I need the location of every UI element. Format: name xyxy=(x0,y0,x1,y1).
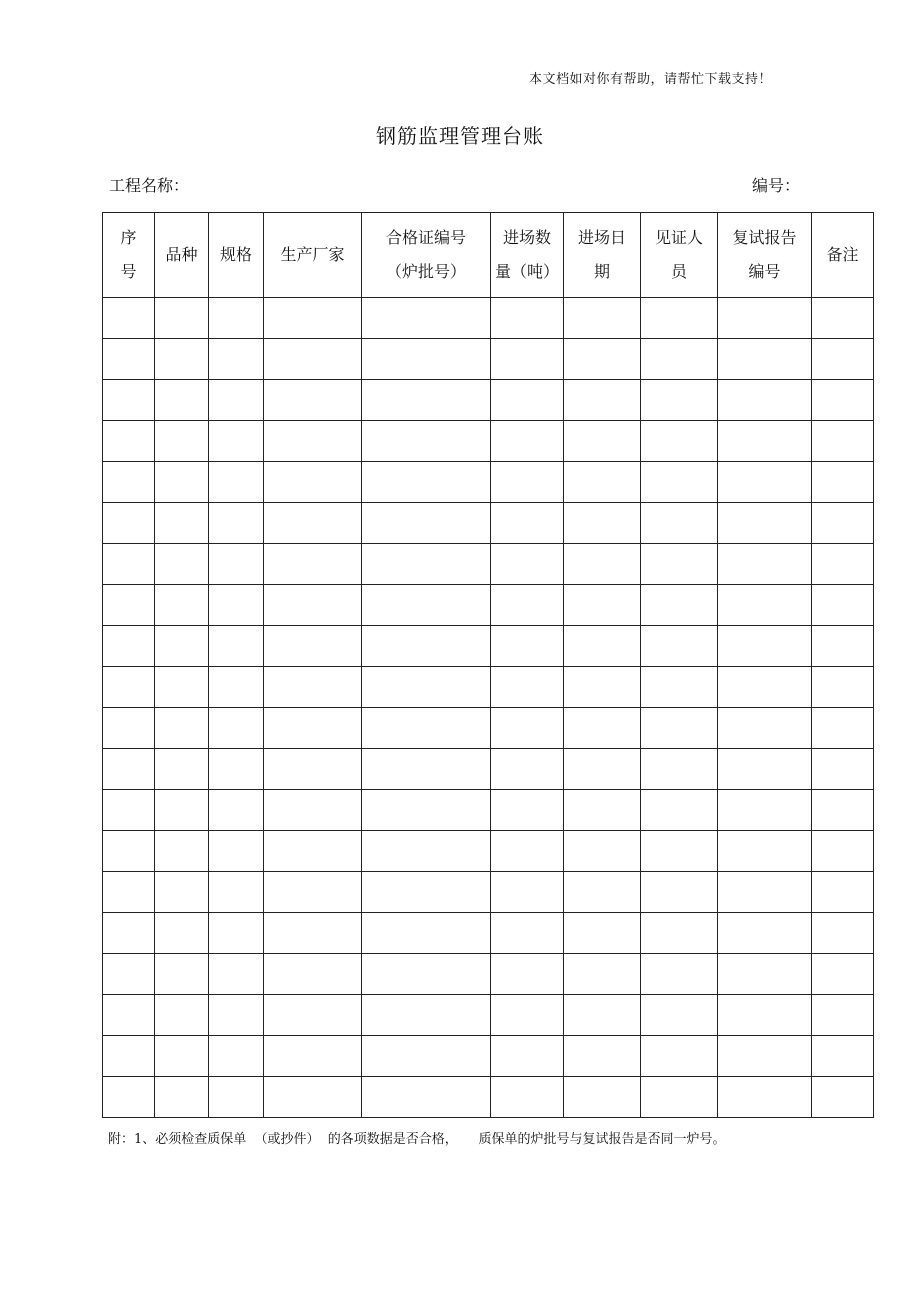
table-cell[interactable] xyxy=(812,913,874,954)
table-cell[interactable] xyxy=(209,995,264,1036)
table-cell[interactable] xyxy=(362,995,491,1036)
table-cell[interactable] xyxy=(491,626,564,667)
col-header-witness: 见证人 员 xyxy=(641,213,718,298)
table-cell[interactable] xyxy=(209,790,264,831)
table-row xyxy=(103,1077,874,1118)
table-cell[interactable] xyxy=(362,544,491,585)
table-cell[interactable] xyxy=(362,339,491,380)
table-cell[interactable] xyxy=(264,831,362,872)
table-cell[interactable] xyxy=(264,708,362,749)
table-cell[interactable] xyxy=(362,790,491,831)
table-cell[interactable] xyxy=(362,749,491,790)
table-cell[interactable] xyxy=(564,790,641,831)
table-cell[interactable] xyxy=(491,585,564,626)
table-cell[interactable] xyxy=(641,708,718,749)
table-cell[interactable] xyxy=(812,749,874,790)
table-cell[interactable] xyxy=(209,872,264,913)
table-cell[interactable] xyxy=(718,995,812,1036)
table-cell[interactable] xyxy=(718,667,812,708)
table-cell[interactable] xyxy=(564,462,641,503)
table-cell[interactable] xyxy=(103,298,155,339)
col-header-manufacturer: 生产厂家 xyxy=(264,213,362,298)
table-row xyxy=(103,667,874,708)
table-cell[interactable] xyxy=(564,380,641,421)
table-cell[interactable] xyxy=(564,954,641,995)
table-cell[interactable] xyxy=(491,995,564,1036)
table-cell[interactable] xyxy=(718,872,812,913)
table-cell[interactable] xyxy=(103,913,155,954)
table-cell[interactable] xyxy=(718,913,812,954)
table-row xyxy=(103,995,874,1036)
table-cell[interactable] xyxy=(155,462,209,503)
table-cell[interactable] xyxy=(718,708,812,749)
table-cell[interactable] xyxy=(564,544,641,585)
table-cell[interactable] xyxy=(491,954,564,995)
table-cell[interactable] xyxy=(812,667,874,708)
table-cell[interactable] xyxy=(718,544,812,585)
table-cell[interactable] xyxy=(491,749,564,790)
table-cell[interactable] xyxy=(641,831,718,872)
table-cell[interactable] xyxy=(641,954,718,995)
table-cell[interactable] xyxy=(362,1036,491,1077)
table-row xyxy=(103,1036,874,1077)
table-cell[interactable] xyxy=(564,339,641,380)
table-cell[interactable] xyxy=(264,954,362,995)
table-cell[interactable] xyxy=(362,380,491,421)
table-cell[interactable] xyxy=(209,380,264,421)
table-cell[interactable] xyxy=(264,995,362,1036)
table-cell[interactable] xyxy=(641,462,718,503)
table-cell[interactable] xyxy=(718,585,812,626)
table-row xyxy=(103,421,874,462)
table-cell[interactable] xyxy=(209,1036,264,1077)
table-cell[interactable] xyxy=(264,749,362,790)
table-cell[interactable] xyxy=(812,954,874,995)
table-cell[interactable] xyxy=(264,626,362,667)
ledger-body xyxy=(103,298,874,1118)
table-cell[interactable] xyxy=(155,1036,209,1077)
table-cell[interactable] xyxy=(564,298,641,339)
ledger-table xyxy=(102,212,874,1118)
table-cell[interactable] xyxy=(491,1077,564,1118)
table-cell[interactable] xyxy=(264,1036,362,1077)
table-row xyxy=(103,544,874,585)
table-cell[interactable] xyxy=(812,380,874,421)
table-cell[interactable] xyxy=(641,503,718,544)
table-cell[interactable] xyxy=(155,298,209,339)
table-cell[interactable] xyxy=(103,667,155,708)
table-cell[interactable] xyxy=(564,585,641,626)
table-cell[interactable] xyxy=(491,790,564,831)
table-cell[interactable] xyxy=(155,749,209,790)
col-header-quantity: 进场数 量（吨） xyxy=(491,213,564,298)
table-cell[interactable] xyxy=(641,544,718,585)
table-cell[interactable] xyxy=(264,872,362,913)
col-header-serial: 序 号 xyxy=(103,213,155,298)
table-cell[interactable] xyxy=(812,462,874,503)
table-cell[interactable] xyxy=(564,872,641,913)
table-cell[interactable] xyxy=(812,831,874,872)
table-cell[interactable] xyxy=(564,995,641,1036)
col-header-variety: 品种 xyxy=(155,213,209,298)
table-cell[interactable] xyxy=(264,913,362,954)
table-cell[interactable] xyxy=(155,995,209,1036)
table-cell[interactable] xyxy=(491,913,564,954)
table-cell[interactable] xyxy=(209,667,264,708)
table-cell[interactable] xyxy=(155,339,209,380)
table-cell[interactable] xyxy=(641,995,718,1036)
table-cell[interactable] xyxy=(641,749,718,790)
table-cell[interactable] xyxy=(491,544,564,585)
table-cell[interactable] xyxy=(103,790,155,831)
table-cell[interactable] xyxy=(209,503,264,544)
table-cell[interactable] xyxy=(564,708,641,749)
table-cell[interactable] xyxy=(362,585,491,626)
table-cell[interactable] xyxy=(209,544,264,585)
col-header-remarks: 备注 xyxy=(812,213,874,298)
table-row xyxy=(103,503,874,544)
table-cell[interactable] xyxy=(362,1077,491,1118)
table-cell[interactable] xyxy=(362,708,491,749)
table-cell[interactable] xyxy=(209,954,264,995)
table-cell[interactable] xyxy=(103,1077,155,1118)
table-cell[interactable] xyxy=(564,1036,641,1077)
table-row xyxy=(103,380,874,421)
table-cell[interactable] xyxy=(718,380,812,421)
table-cell[interactable] xyxy=(812,708,874,749)
table-cell[interactable] xyxy=(812,995,874,1036)
table-cell[interactable] xyxy=(564,421,641,462)
table-cell[interactable] xyxy=(155,421,209,462)
table-cell[interactable] xyxy=(812,339,874,380)
table-cell[interactable] xyxy=(812,1077,874,1118)
table-cell[interactable] xyxy=(264,421,362,462)
table-cell[interactable] xyxy=(209,708,264,749)
table-row xyxy=(103,831,874,872)
table-row xyxy=(103,298,874,339)
table-cell[interactable] xyxy=(641,872,718,913)
table-cell[interactable] xyxy=(155,1077,209,1118)
table-cell[interactable] xyxy=(264,1077,362,1118)
table-cell[interactable] xyxy=(362,462,491,503)
table-cell[interactable] xyxy=(209,749,264,790)
table-cell[interactable] xyxy=(718,298,812,339)
table-row xyxy=(103,790,874,831)
page-title: 钢筋监理管理台账 xyxy=(376,124,544,148)
table-cell[interactable] xyxy=(564,913,641,954)
table-cell[interactable] xyxy=(812,872,874,913)
table-row xyxy=(103,339,874,380)
table-cell[interactable] xyxy=(155,667,209,708)
table-cell[interactable] xyxy=(264,544,362,585)
table-cell[interactable] xyxy=(155,585,209,626)
table-cell[interactable] xyxy=(491,831,564,872)
table-cell[interactable] xyxy=(718,462,812,503)
table-cell[interactable] xyxy=(103,421,155,462)
table-cell[interactable] xyxy=(362,667,491,708)
table-cell[interactable] xyxy=(264,339,362,380)
table-cell[interactable] xyxy=(491,339,564,380)
col-header-entry-date: 进场日 期 xyxy=(564,213,641,298)
header-note: 本文档如对你有帮助，请帮忙下载支持！ xyxy=(528,72,772,87)
table-cell[interactable] xyxy=(155,790,209,831)
table-cell[interactable] xyxy=(264,503,362,544)
table-row xyxy=(103,954,874,995)
table-cell[interactable] xyxy=(103,544,155,585)
table-cell[interactable] xyxy=(264,298,362,339)
table-cell[interactable] xyxy=(209,626,264,667)
table-cell[interactable] xyxy=(641,667,718,708)
footnote: 附：1、必须检查质保单 （或抄件） 的各项数据是否合格， 质保单的炉批号与复试报告是否同一炉号。 xyxy=(108,1132,726,1147)
table-cell[interactable] xyxy=(718,831,812,872)
table-cell[interactable] xyxy=(362,421,491,462)
table-cell[interactable] xyxy=(564,626,641,667)
table-cell[interactable] xyxy=(155,831,209,872)
table-cell[interactable] xyxy=(103,831,155,872)
table-cell[interactable] xyxy=(491,298,564,339)
table-cell[interactable] xyxy=(641,380,718,421)
table-cell[interactable] xyxy=(641,1036,718,1077)
table-cell[interactable] xyxy=(103,626,155,667)
table-cell[interactable] xyxy=(362,831,491,872)
table-cell[interactable] xyxy=(718,749,812,790)
table-cell[interactable] xyxy=(103,380,155,421)
table-cell[interactable] xyxy=(362,626,491,667)
table-cell[interactable] xyxy=(155,380,209,421)
table-cell[interactable] xyxy=(491,1036,564,1077)
table-cell[interactable] xyxy=(264,667,362,708)
table-cell[interactable] xyxy=(491,503,564,544)
table-cell[interactable] xyxy=(812,298,874,339)
table-cell[interactable] xyxy=(103,708,155,749)
table-cell[interactable] xyxy=(209,298,264,339)
table-cell[interactable] xyxy=(209,421,264,462)
table-cell[interactable] xyxy=(812,421,874,462)
table-cell[interactable] xyxy=(491,421,564,462)
table-cell[interactable] xyxy=(718,1036,812,1077)
table-cell[interactable] xyxy=(362,954,491,995)
table-cell[interactable] xyxy=(718,503,812,544)
table-cell[interactable] xyxy=(103,954,155,995)
table-cell[interactable] xyxy=(641,626,718,667)
table-row xyxy=(103,708,874,749)
table-cell[interactable] xyxy=(491,380,564,421)
table-cell[interactable] xyxy=(641,913,718,954)
table-cell[interactable] xyxy=(362,298,491,339)
col-header-spec: 规格 xyxy=(209,213,264,298)
table-cell[interactable] xyxy=(264,585,362,626)
table-cell[interactable] xyxy=(209,462,264,503)
table-cell[interactable] xyxy=(641,585,718,626)
document-number-label: 编号： xyxy=(752,176,801,195)
table-cell[interactable] xyxy=(209,585,264,626)
table-cell[interactable] xyxy=(491,708,564,749)
table-cell[interactable] xyxy=(209,339,264,380)
table-cell[interactable] xyxy=(362,503,491,544)
table-cell[interactable] xyxy=(362,872,491,913)
table-cell[interactable] xyxy=(812,626,874,667)
table-cell[interactable] xyxy=(103,1036,155,1077)
table-cell[interactable] xyxy=(564,667,641,708)
table-row xyxy=(103,462,874,503)
col-header-certificate: 合格证编号 （炉批号） xyxy=(362,213,491,298)
table-cell[interactable] xyxy=(209,831,264,872)
table-cell[interactable] xyxy=(264,462,362,503)
table-cell[interactable] xyxy=(564,749,641,790)
table-cell[interactable] xyxy=(155,544,209,585)
table-row xyxy=(103,872,874,913)
table-cell[interactable] xyxy=(209,1077,264,1118)
ledger-header-row xyxy=(103,213,874,298)
table-cell[interactable] xyxy=(264,790,362,831)
table-cell[interactable] xyxy=(564,831,641,872)
table-cell[interactable] xyxy=(103,339,155,380)
table-row xyxy=(103,585,874,626)
table-cell[interactable] xyxy=(362,913,491,954)
table-cell[interactable] xyxy=(103,462,155,503)
table-cell[interactable] xyxy=(155,872,209,913)
table-cell[interactable] xyxy=(564,503,641,544)
table-cell[interactable] xyxy=(718,626,812,667)
table-row xyxy=(103,749,874,790)
table-cell[interactable] xyxy=(103,872,155,913)
table-cell[interactable] xyxy=(564,1077,641,1118)
table-cell[interactable] xyxy=(812,790,874,831)
table-cell[interactable] xyxy=(155,954,209,995)
table-cell[interactable] xyxy=(718,339,812,380)
table-cell[interactable] xyxy=(641,790,718,831)
table-cell[interactable] xyxy=(812,585,874,626)
table-cell[interactable] xyxy=(812,1036,874,1077)
table-cell[interactable] xyxy=(641,1077,718,1118)
col-header-retest-report: 复试报告 编号 xyxy=(718,213,812,298)
table-row xyxy=(103,913,874,954)
table-cell[interactable] xyxy=(103,749,155,790)
table-cell[interactable] xyxy=(491,872,564,913)
table-cell[interactable] xyxy=(155,913,209,954)
table-cell[interactable] xyxy=(812,503,874,544)
table-cell[interactable] xyxy=(155,626,209,667)
table-cell[interactable] xyxy=(641,298,718,339)
table-cell[interactable] xyxy=(718,1077,812,1118)
table-cell[interactable] xyxy=(718,421,812,462)
table-cell[interactable] xyxy=(209,913,264,954)
table-cell[interactable] xyxy=(103,503,155,544)
table-cell[interactable] xyxy=(641,339,718,380)
project-name-label: 工程名称： xyxy=(109,176,190,195)
table-row xyxy=(103,626,874,667)
table-cell[interactable] xyxy=(812,544,874,585)
table-cell[interactable] xyxy=(641,421,718,462)
table-cell[interactable] xyxy=(264,380,362,421)
table-cell[interactable] xyxy=(718,790,812,831)
table-cell[interactable] xyxy=(718,954,812,995)
table-cell[interactable] xyxy=(491,462,564,503)
table-cell[interactable] xyxy=(103,585,155,626)
table-cell[interactable] xyxy=(491,667,564,708)
table-cell[interactable] xyxy=(103,995,155,1036)
table-cell[interactable] xyxy=(155,503,209,544)
table-cell[interactable] xyxy=(155,708,209,749)
